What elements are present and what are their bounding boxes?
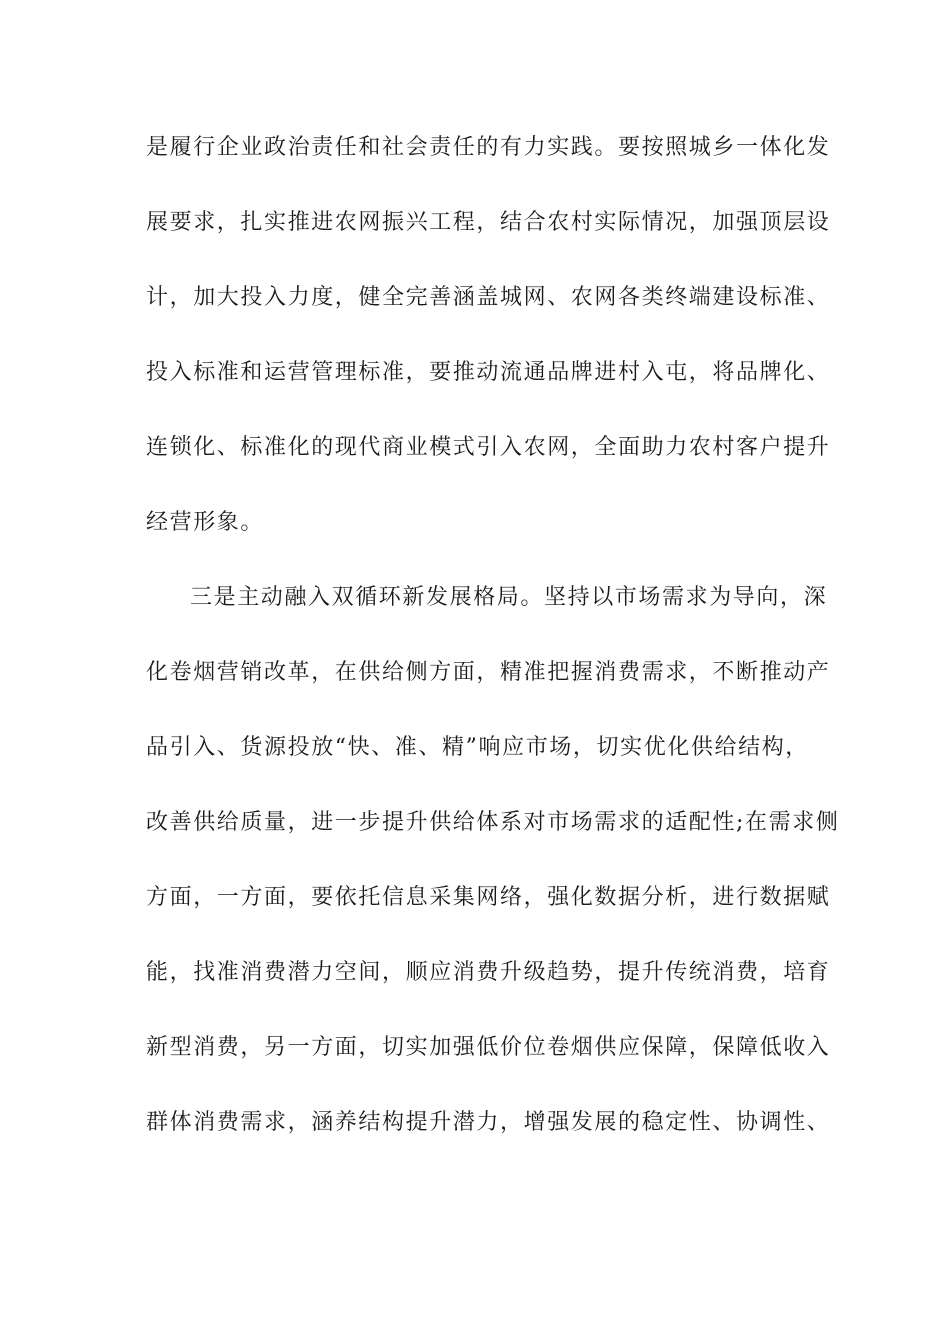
text-line: 新型消费，另一方面，切实加强低价位卷烟供应保障，保障低收入: [146, 1035, 831, 1060]
text-line: 方面，一方面，要依托信息采集网络，强化数据分析，进行数据赋: [146, 885, 831, 910]
text-line: 能，找准消费潜力空间，顺应消费升级趋势，提升传统消费，培育: [146, 960, 831, 985]
text-line: 是履行企业政治责任和社会责任的有力实践。要按照城乡一体化发: [146, 135, 831, 160]
text-line: 改善供给质量，进一步提升供给体系对市场需求的适配性;在需求侧: [146, 810, 840, 835]
text-line: 品引入、货源投放“快、准、精”响应市场，切实优化供给结构，: [146, 735, 809, 760]
text-line: 经营形象。: [146, 510, 265, 535]
text-line: 投入标准和运营管理标准，要推动流通品牌进村入屯，将品牌化、: [146, 360, 831, 385]
text-line: 计，加大投入力度，健全完善涵盖城网、农网各类终端建设标准、: [146, 285, 831, 310]
body-text: [146, 126, 840, 1176]
paragraph-start-line: 三是主动融入双循环新发展格局。坚持以市场需求为导向，深: [190, 585, 828, 610]
text-line: 展要求，扎实推进农网振兴工程，结合农村实际情况，加强顶层设: [146, 210, 831, 235]
text-line: 化卷烟营销改革，在供给侧方面，精准把握消费需求，不断推动产: [146, 660, 831, 685]
text-line: 群体消费需求，涵养结构提升潜力，增强发展的稳定性、协调性、: [146, 1110, 831, 1135]
text-line: 连锁化、标准化的现代商业模式引入农网，全面助力农村客户提升: [146, 435, 831, 460]
